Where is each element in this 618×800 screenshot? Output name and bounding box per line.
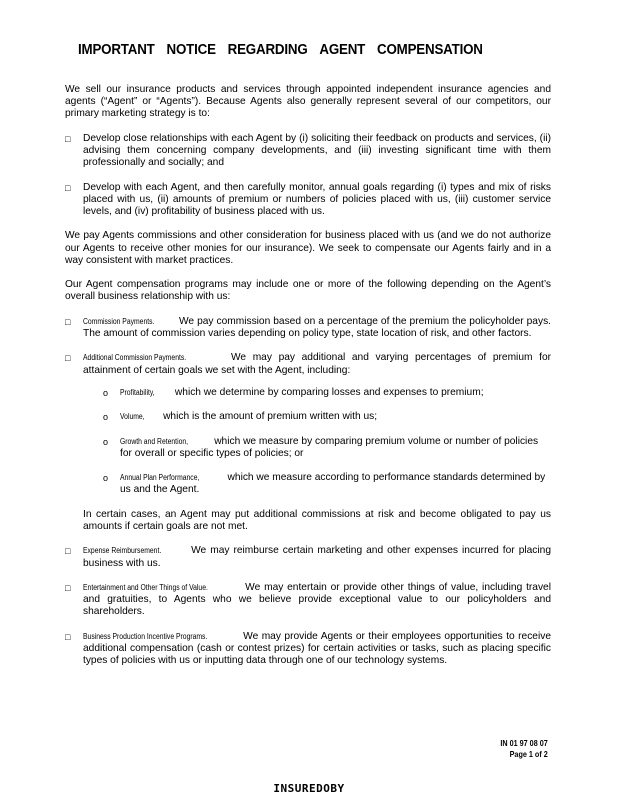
program-text: We may reimburse certain marketing and other expenses incurred for placing business with us. (83, 545, 551, 569)
compensation-paragraph: We pay Agents commissions and other consideration for business placed with us (and we do not authorize our Agents to receive other monies for our insurance). We seek to compensate our Agents fairly and in a way consistent with market practices. (65, 230, 551, 266)
circle-bullet-icon: o (103, 436, 109, 447)
program-commission (65, 316, 551, 340)
goal-text: which is the amount of premium written with us; (163, 411, 378, 423)
program-additional (65, 352, 551, 376)
checkbox-bullet-icon: □ (65, 631, 71, 642)
program-heading: Commission Payments. (83, 316, 155, 326)
program-heading: Entertainment and Other Things of Value. (83, 582, 208, 592)
circle-bullet-icon: o (103, 473, 109, 484)
at-risk-text: In certain cases, an Agent may put additional commissions at risk and become obligated to pay us amounts if certain goals are not met. (83, 508, 551, 532)
checkbox-bullet-icon: □ (65, 133, 71, 144)
program-heading: Expense Reimbursement. (83, 546, 162, 556)
strategy-item (65, 182, 551, 219)
program-text: We may provide Agents or their employees opportunities to receive additional compensation (cash or contest prizes) for certain activities or tasks, such as placing specific types of policies with us or inputting data through one of our technology systems. (83, 630, 551, 667)
checkbox-bullet-icon: □ (65, 353, 71, 364)
goal-item (65, 436, 551, 460)
program-heading: Additional Commission Payments. (83, 353, 187, 363)
at-risk-paragraph (65, 509, 551, 533)
program-expense (65, 545, 551, 569)
goal-item (65, 472, 551, 496)
programs-paragraph: Our Agent compensation programs may include one or more of the following depending on the Agent’s overall business relationship with us: (65, 279, 551, 303)
program-entertainment (65, 582, 551, 619)
checkbox-bullet-icon: □ (65, 182, 71, 193)
page-number: Page 1 of 2 (509, 749, 548, 759)
goal-heading: Profitability, (120, 387, 155, 397)
goal-text: which we measure by comparing premium volume or number of policies for overall or specific types of policies; or (120, 435, 539, 459)
strategy-item (65, 133, 551, 170)
strategy-text: Develop close relationships with each Agent by (i) soliciting their feedback on products and services, (ii) advising them concerning company developments, and (iii) investing significant time with them professionally and socially; and (83, 132, 551, 169)
watermark: INSUREDOBY (273, 782, 345, 795)
program-text: We may entertain or provide other things of value, including travel and gratuities, to Agents who we believe provide exceptional value to our policyholders and shareholders. (83, 581, 551, 618)
program-incentive (65, 631, 551, 668)
goal-item (65, 411, 551, 423)
goal-item (65, 387, 551, 399)
form-number: IN 01 97 08 07 (500, 738, 548, 748)
intro-paragraph: We sell our insurance products and services through appointed independent insurance agencies and agents (“Agent” or “Agents”). Because Agents also generally represent several of our competitors, our primary marketing strategy is to: (65, 84, 551, 120)
goal-heading: Annual Plan Performance, (120, 473, 200, 483)
notice-body (65, 84, 551, 680)
checkbox-bullet-icon: □ (65, 546, 71, 557)
checkbox-bullet-icon: □ (65, 316, 71, 327)
goal-text: which we determine by comparing losses and expenses to premium; (174, 386, 484, 398)
notice-title (78, 42, 483, 58)
checkbox-bullet-icon: □ (65, 582, 71, 593)
circle-bullet-icon: o (103, 387, 109, 398)
program-heading: Business Production Incentive Programs. (83, 631, 208, 641)
strategy-text: Develop with each Agent, and then carefully monitor, annual goals regarding (i) types and mix of risks placed with us, (ii) amounts of premium or numbers of policies placed with us, (iii) customer service levels, and (iv) profitability of business placed with us. (83, 181, 551, 217)
form-footer (501, 738, 548, 760)
title-word: NOTICE (166, 42, 216, 58)
circle-bullet-icon: o (103, 412, 109, 423)
title-word: REGARDING (227, 42, 308, 58)
goal-heading: Volume, (120, 412, 145, 422)
title-word: COMPENSATION (377, 42, 483, 58)
goal-text: which we measure according to performance standards determined by us and the Agent. (120, 472, 546, 496)
program-text: We pay commission based on a percentage of the premium the policyholder pays. The amount of commission varies depending on policy type, state location of risk, and other factors. (83, 315, 551, 339)
program-text: We may pay additional and varying percentages of premium for attainment of certain goals we set with the Agent, including: (83, 352, 551, 376)
title-word: AGENT (319, 42, 366, 58)
goal-heading: Growth and Retention, (120, 436, 189, 446)
title-word: IMPORTANT (78, 42, 155, 58)
